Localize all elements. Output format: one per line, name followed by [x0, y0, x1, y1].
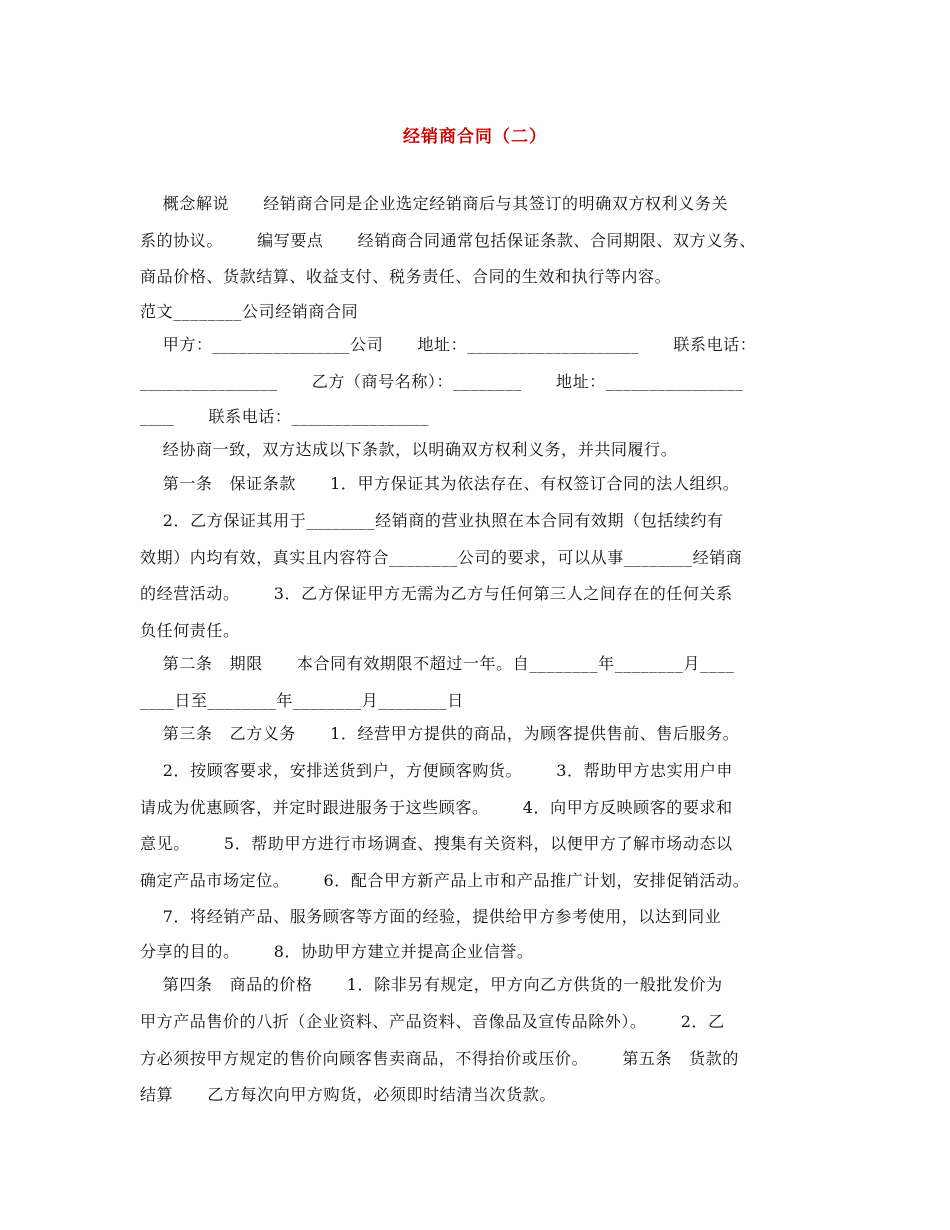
body-line: 第三条 乙方义务 1．经营甲方提供的商品，为顾客提供售前、售后服务。	[140, 724, 740, 743]
body-line: 第二条 期限 本合同有效期限不超过一年。自________年________月____	[140, 654, 735, 673]
body-line: 请成为优惠顾客，并定时跟进服务于这些顾客。 4．向甲方反映顾客的要求和	[140, 798, 733, 817]
body-line: 确定产品市场定位。 6．配合甲方新产品上市和产品推广计划，安排促销活动。	[140, 871, 750, 890]
body-line: 分享的目的。 8．协助甲方建立并提高企业信誉。	[140, 942, 534, 961]
body-line: ____ 联系电话：________________	[140, 407, 430, 426]
body-line: 范文________公司经销商合同	[140, 302, 359, 321]
body-line: 概念解说 经销商合同是企业选定经销商后与其签订的明确双方权利义务关	[140, 194, 729, 213]
body-line: 第一条 保证条款 1．甲方保证其为依法存在、有权签订合同的法人组织。	[140, 474, 740, 493]
body-line: 2．乙方保证其用于________经销商的营业执照在本合同有效期（包括续约有	[140, 511, 724, 530]
body-line: 方必须按甲方规定的售价向顾客售卖商品，不得抬价或压价。 第五条 货款的	[140, 1049, 739, 1068]
body-line: ________________ 乙方（商号名称）：________ 地址：________________	[140, 372, 744, 391]
body-line: 经协商一致，双方达成以下条款，以明确双方权利义务，并共同履行。	[140, 440, 678, 459]
body-line: 甲方产品售价的八折（企业资料、产品资料、音像品及宣传品除外）。 2．乙	[140, 1012, 725, 1031]
body-line: 系的协议。 编写要点 经销商合同通常包括保证条款、合同期限、双方义务、	[140, 231, 757, 250]
body-line: 商品价格、货款结算、收益支付、税务责任、合同的生效和执行等内容。	[140, 267, 672, 286]
body-line: 2．按顾客要求，安排送货到户，方便顾客购货。 3．帮助甲方忠实用户申	[140, 761, 734, 780]
body-line: 负任何责任。	[140, 621, 240, 640]
document-title: 经销商合同（二）	[403, 127, 547, 147]
body-line: 意见。 5．帮助甲方进行市场调查、搜集有关资料，以便甲方了解市场动态以	[140, 834, 733, 853]
body-line: ____日至________年________月________日	[140, 691, 464, 710]
body-line: 第四条 商品的价格 1．除非另有规定，甲方向乙方供货的一般批发价为	[140, 975, 723, 994]
body-line: 7．将经销产品、服务顾客等方面的经验，提供给甲方参考使用，以达到同业	[140, 907, 722, 926]
body-line: 的经营活动。 3．乙方保证甲方无需为乙方与任何第三人之间存在的任何关系	[140, 584, 733, 603]
body-line: 结算 乙方每次向甲方购货，必须即时结清当次货款。	[140, 1085, 556, 1104]
body-line: 效期）内均有效，真实且内容符合________公司的要求，可以从事________经销商	[140, 548, 743, 567]
body-line: 甲方：________________公司 地址：____________________ 联系电话：	[140, 335, 757, 354]
